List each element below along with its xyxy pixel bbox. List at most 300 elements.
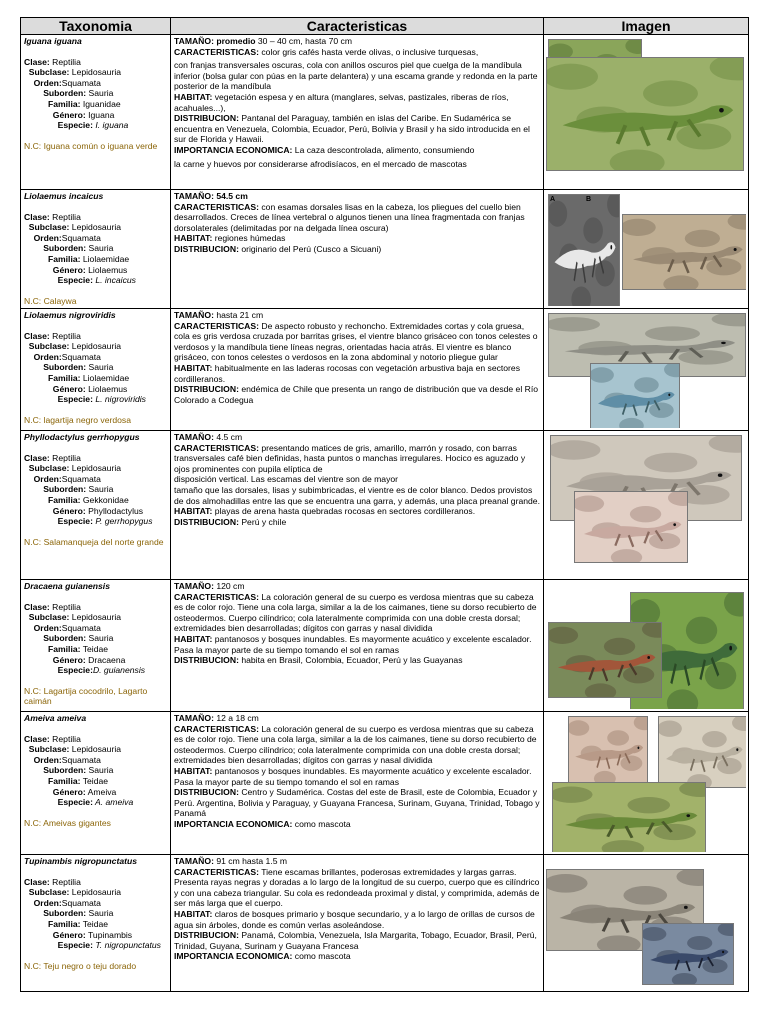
taxonomy-value: Liolaemidae [80,253,130,264]
taxonomy-value: Sauria [86,765,114,776]
description-paragraph [174,363,540,384]
taxonomy-label: Suborden: [43,362,87,373]
description-text: 91 cm hasta 1.5 m [213,856,288,866]
taxonomy-label: Suborden: [43,633,87,644]
taxonomy-value: Lepidosauria [69,341,122,352]
taxonomy-label: Suborden: [43,484,87,495]
taxonomy-label: Subclase: [28,222,70,233]
taxonomy-line [24,797,167,808]
description-key: TAMAÑO: [174,432,214,442]
description-text: claros de bosques primario y bosque secundario, y a lo largo de orillas de cursos de agua sin árboles, donde es común verlas asoleándose. [174,908,535,930]
taxonomy-value: Sauria [86,88,114,99]
taxonomy-line [24,99,167,110]
description-key: HABITAT: [174,362,213,373]
description-key: CARACTERISTICAS: [174,591,259,602]
description-cell [171,431,544,580]
taxonomy-label: Género: [52,654,86,665]
common-name: N.C: Ameivas gigantes [24,817,111,828]
description-paragraph [174,819,540,830]
taxonomy-value: Reptilia [49,733,81,744]
description-key: IMPORTANCIA ECONOMICA: [174,144,293,155]
taxonomy-value: Squamata [61,897,101,908]
description-key: CARACTERISTICAS: [174,723,259,734]
taxonomy-value: L. nigroviridis [92,394,146,405]
description-key: CARACTERISTICAS: [174,866,259,877]
description-key: DISTRIBUCION: [174,113,239,124]
taxonomy-label: Suborden: [43,88,87,99]
taxonomy-label: Especie: [57,516,93,527]
description-paragraph [174,485,540,506]
description-text: Pantanal del Paraguay, también en islas del Caribe. En Sudamérica se encuentra en Venezuela, Colombia, Ecuador, Perú, Bolivia y Brasil y ha sido introducida en el sur de Florida y Hawaii. [174,113,530,145]
description-text: 120 cm [213,581,245,591]
taxonomy-line [24,212,167,223]
species-row [21,190,749,309]
taxonomy-value: Reptilia [49,211,81,222]
taxonomy-value: Sauria [86,243,114,254]
taxonomy-label: Familia: [48,372,81,383]
reptile-table [20,17,749,992]
taxonomy-value: Reptilia [49,876,81,887]
taxonomy-line [24,110,167,121]
taxonomy-line [24,265,167,276]
description-text: originario del Perú (Cusco a Sicuani) [238,243,382,254]
description-paragraph [174,60,540,92]
description-paragraph [174,92,540,113]
taxonomy-value: Liolaemus [85,264,128,275]
description-cell [171,190,544,309]
description-text: presentando matices de gris, amarillo, marrón y rosado, con barras transversales café bien definidas, hasta puntos o manchas irregulares. Hocico es aguzado y ojos prominentes con pupila elíptica de [174,442,526,474]
taxonomy-value: Reptilia [49,56,81,67]
figure-label: B [586,196,592,203]
taxonomy-line [24,633,167,644]
description-text: Centro y Sudamérica. Costas del este de Brasil, este de Colombia, Ecuador y Perú. Argentina, Bolivia y Paraguay, y Guayana Francesa, Surinam, Guyana, Trinidad, Tobago y Panamá [174,787,540,819]
description-key: DISTRIBUCION: [174,655,239,666]
image-cell [544,580,749,712]
description-cell [171,35,544,190]
taxonomy-value: Teidae [80,775,109,786]
lizard-photo [546,57,744,171]
taxonomy-value: Sauria [86,484,114,495]
description-paragraph [174,909,540,930]
description-key: HABITAT: [174,506,213,517]
taxonomy-label: Orden: [33,897,62,908]
description-text: Perú y chile [238,516,287,527]
taxonomy-line [24,623,167,634]
taxonomy-value: Iguanidae [80,98,121,109]
taxonomy-label: Subclase: [28,744,70,755]
taxonomy-line [24,233,167,244]
description-key: HABITAT: [174,91,213,102]
taxonomy-value: P. gerrhopygus [92,516,153,527]
taxonomy-value: Lepidosauria [69,463,122,474]
taxonomy-line [24,898,167,909]
description-text: tamaño que las dorsales, lisas y subimbricadas, el vientre es de color blanco. Dedos provistos de dos almohadillas entre las que se encuentra una garra, y además, una placa preanal grande. [174,484,540,506]
taxonomy-value: Ameiva [85,786,117,797]
description-text: como mascota [292,951,351,962]
species-name: Tupinambis nigropunctatus [24,856,137,866]
taxonomy-line [24,394,167,405]
common-name: N.C: Lagartija cocodrilo, Lagarto caimán [24,685,148,707]
taxonomy-cell [21,190,171,309]
taxonomy-line [24,877,167,888]
header-row [21,18,749,35]
header-caracteristicas: Caracteristicas [171,18,544,35]
lizard-photo [574,491,688,563]
description-paragraph [174,191,540,202]
taxonomy-value: D. guianensis [92,665,146,676]
taxonomy-label: Especie: [57,797,93,808]
description-paragraph [174,36,540,47]
species-row [21,431,749,580]
taxonomy-label: Orden: [33,77,62,88]
lizard-photo [548,194,620,306]
description-cell [171,309,544,431]
taxonomy-value: Tupinambis [85,929,133,940]
taxonomy-label: Orden: [33,754,62,765]
common-name: N.C: Salamanqueja del norte grande [24,536,164,547]
description-text: 30 – 40 cm, hasta 70 cm [255,36,352,46]
description-text: con esamas dorsales lisas en la cabeza, los pliegues del cuello bien desarrollados. Creces de línea vertebral o algunos tienen una línea fragmentada con franjas dorsolaterales (delimitadas por na delgada línea oscura) [174,201,525,233]
taxonomy-line [24,506,167,517]
image-cell [544,309,749,431]
taxonomy-label: Especie: [57,275,93,286]
description-cell [171,580,544,712]
taxonomy-line [24,765,167,776]
taxonomy-value: A. ameiva [92,797,134,808]
description-paragraph [174,724,540,766]
page [20,17,748,992]
common-name: N.C: Teju negro o teju dorado [24,960,137,971]
description-text: regiones húmedas [212,233,286,244]
taxonomy-label: Clase: [24,733,50,744]
taxonomy-label: Género: [52,383,86,394]
taxonomy-label: Subclase: [28,887,70,898]
description-text: hasta 21 cm [213,310,264,320]
description-paragraph [174,713,540,724]
description-paragraph [174,474,540,485]
description-key: TAMAÑO: [174,581,214,591]
lizard-photo [568,716,648,784]
description-text: 4.5 cm [213,432,243,442]
taxonomy-line [24,362,167,373]
description-paragraph [174,930,540,951]
taxonomy-value: Squamata [61,351,101,362]
common-name: N.C: Calaywa [24,295,77,306]
taxonomy-line [24,88,167,99]
taxonomy-line [24,57,167,68]
taxonomy-label: Orden: [33,622,62,633]
description-text: vegetación espesa y en altura (manglares, selvas, pastizales, riberas de ríos, acahuales...), [174,91,509,113]
taxonomy-label: Suborden: [43,243,87,254]
image-cell [544,190,749,309]
taxonomy-label: Familia: [48,918,81,929]
taxonomy-label: Género: [52,109,86,120]
taxonomy-line [24,78,167,89]
description-paragraph [174,321,540,363]
description-key: TAMAÑO: [174,310,214,320]
taxonomy-cell [21,712,171,855]
taxonomy-label: Género: [52,929,86,940]
taxonomy-line [24,463,167,474]
taxonomy-value: Iguana [85,109,115,120]
taxonomy-value: Gekkonidae [80,494,129,505]
taxonomy-value: Sauria [86,362,114,373]
description-key: DISTRIBUCION: [174,384,239,395]
species-row [21,855,749,992]
species-name: Ameiva ameiva [24,713,87,723]
description-paragraph [174,310,540,321]
description-key: HABITAT: [174,233,213,244]
description-key: CARACTERISTICAS: [174,46,259,57]
description-text: 12 a 18 cm [213,713,259,723]
taxonomy-cell [21,35,171,190]
taxonomy-value: Lepidosauria [69,222,122,233]
taxonomy-line [24,516,167,527]
taxonomy-line [24,644,167,655]
description-text: De aspecto robusto y rechoncho. Extremidades cortas y cola gruesa, cola es gris verdosa cruzada por barritas grises, el vientre blanco grisáceo con tonos celestes o verdosos y la mandíbula tiene líneas negras, orientadas hacia atrás. El vientre es blanco grisáceo, con tonos celestes o verdosos en la zona abdominal y notorio pliegue gular [174,320,538,363]
taxonomy-line [24,755,167,766]
taxonomy-label: Clase: [24,452,50,463]
description-key: TAMAÑO: 54.5 cm [174,191,248,201]
taxonomy-label: Clase: [24,876,50,887]
description-paragraph [174,634,540,655]
taxonomy-label: Orden: [33,473,62,484]
taxonomy-label: Familia: [48,775,81,786]
taxonomy-label: Género: [52,264,86,275]
taxonomy-value: Sauria [86,908,114,919]
taxonomy-line [24,919,167,930]
taxonomy-line [24,655,167,666]
description-text: La coloración general de su cuerpo es verdosa mientras que su cabeza es de color rojo. Tiene una cola larga, similar a la de los caimanes, tiene su dorso recubierto de osteodermos. Cuerpo cilíndrico; cola lateralmente comprimida con una doble cresta dorsal; extremidades bien desarrolladas; dígitos con garras y nasal dividida [174,723,537,766]
taxonomy-value: Lepidosauria [69,612,122,623]
description-text: pantanosos y bosques inundables. Es mayormente acuático y excelente escalador. Pasa la mayor parte de su tiempo tomando el sol en ramas [174,633,532,655]
description-paragraph [174,856,540,867]
description-text: Panamá, Colombia, Venezuela, Isla Margarita, Tobago, Ecuador, Brasil, Perú, Trinidad, Guyana, Surinam y Guayana Francesa [174,930,537,951]
header-imagen: Imagen [544,18,749,35]
taxonomy-line [24,484,167,495]
description-paragraph [174,113,540,145]
image-cell [544,855,749,992]
description-key: IMPORTANCIA ECONOMICA: [174,951,293,962]
description-key: CARACTERISTICAS: [174,201,259,212]
description-text: como mascota [292,818,351,829]
taxonomy-line [24,602,167,613]
description-paragraph [174,159,540,170]
description-paragraph [174,655,540,666]
taxonomy-cell [21,580,171,712]
taxonomy-value: Teidae [80,918,109,929]
description-paragraph [174,592,540,634]
taxonomy-line [24,930,167,941]
lizard-photo [642,923,734,985]
description-paragraph [174,506,540,517]
description-key: HABITAT: [174,633,213,644]
description-text: disposición vertical. Las escamas del vientre son de mayor [174,474,399,485]
description-text: Tiene escamas brillantes, poderosas extremidades y largas garras. Presenta rayas negras y doradas a lo largo de la longitud de su cuerpo, cuerpo que es cilíndrico y con una cabeza triangular. Su cola es redondeada proximal y distal, y comprimida, además de ser más larga que el cuerpo. [174,866,540,909]
taxonomy-line [24,120,167,131]
description-text: color gris cafés hasta verde olivas, o inclusive turquesas, [258,46,479,57]
description-paragraph [174,145,540,156]
species-row [21,580,749,712]
taxonomy-label: Suborden: [43,908,87,919]
taxonomy-line [24,341,167,352]
description-text: pantanosos y bosques inundables. Es mayormente acuático y excelente escalador. Pasa la mayor parte de su tiempo tomando el sol en ramas [174,765,532,787]
description-key: CARACTERISTICAS: [174,442,259,453]
taxonomy-label: Subclase: [28,67,70,78]
taxonomy-line [24,887,167,898]
taxonomy-value: Lepidosauria [69,67,122,78]
description-key: HABITAT: [174,908,213,919]
taxonomy-value: Squamata [61,473,101,484]
species-name: Liolaemus incaicus [24,191,104,201]
taxonomy-value: Reptilia [49,330,81,341]
taxonomy-value: Lepidosauria [69,887,122,898]
description-paragraph [174,244,540,255]
taxonomy-line [24,453,167,464]
species-name: Iguana iguana [24,36,82,46]
taxonomy-line [24,352,167,363]
description-key: DISTRIBUCION: [174,243,239,254]
description-paragraph [174,581,540,592]
description-key: DISTRIBUCION: [174,516,239,527]
taxonomy-value: Squamata [61,754,101,765]
description-paragraph [174,47,540,58]
description-text: playas de arena hasta quebradas rocosas en sectores cordilleranos. [212,506,476,517]
taxonomy-cell [21,855,171,992]
taxonomy-cell [21,431,171,580]
taxonomy-label: Clase: [24,56,50,67]
description-text: con franjas transversales oscuras, cola con anillos oscuros piel que cuelga de la mandíbula inferior (bolsa gular con púas en la parte delantera) y una escama grande y redonda en la parte posterior de la mandíbula [174,60,538,92]
taxonomy-label: Suborden: [43,765,87,776]
taxonomy-line [24,940,167,951]
taxonomy-value: Lepidosauria [69,744,122,755]
taxonomy-line [24,243,167,254]
description-text: endémica de Chile que presenta un rango de distribución que va desde el Río Colorado a Codegua [174,384,539,405]
figure-label: A [550,196,556,203]
taxonomy-line [24,908,167,919]
lizard-photo [622,214,746,290]
taxonomy-label: Clase: [24,601,50,612]
taxonomy-value: Reptilia [49,601,81,612]
taxonomy-value: Liolaemus [85,383,128,394]
taxonomy-label: Familia: [48,98,81,109]
taxonomy-value: Squamata [61,77,101,88]
taxonomy-label: Familia: [48,494,81,505]
taxonomy-line [24,67,167,78]
taxonomy-cell [21,309,171,431]
species-row [21,712,749,855]
taxonomy-value: Squamata [61,232,101,243]
description-key: DISTRIBUCION: [174,787,239,798]
description-key: TAMAÑO: [174,856,214,866]
taxonomy-line [24,734,167,745]
description-cell [171,712,544,855]
taxonomy-value: Teidae [80,643,109,654]
lizard-photo [658,716,746,788]
taxonomy-value: T. nigropunctatus [92,940,161,951]
taxonomy-label: Especie: [57,394,93,405]
taxonomy-line [24,787,167,798]
taxonomy-label: Especie: [57,940,93,951]
description-paragraph [174,432,540,443]
image-cell [544,35,749,190]
taxonomy-line [24,384,167,395]
taxonomy-value: Sauria [86,633,114,644]
taxonomy-line [24,495,167,506]
description-key: TAMAÑO: promedio [174,36,256,46]
description-paragraph [174,384,540,405]
description-key: DISTRIBUCION: [174,930,239,941]
taxonomy-line [24,254,167,265]
taxonomy-line [24,612,167,623]
taxonomy-line [24,665,167,676]
description-paragraph [174,766,540,787]
description-paragraph [174,951,540,962]
taxonomy-line [24,474,167,485]
taxonomy-label: Clase: [24,330,50,341]
taxonomy-line [24,373,167,384]
taxonomy-label: Orden: [33,232,62,243]
species-name: Dracaena guianensis [24,581,110,591]
taxonomy-value: Liolaemidae [80,372,130,383]
taxonomy-label: Género: [52,786,86,797]
taxonomy-label: Subclase: [28,612,70,623]
description-paragraph [174,517,540,528]
taxonomy-label: Clase: [24,211,50,222]
species-row [21,309,749,431]
taxonomy-value: Dracaena [85,654,126,665]
taxonomy-label: Familia: [48,253,81,264]
description-key: TAMAÑO: [174,713,214,723]
taxonomy-line [24,222,167,233]
taxonomy-label: Especie: [57,120,93,131]
taxonomy-value: I. iguana [92,120,129,131]
description-paragraph [174,233,540,244]
species-name: Phyllodactylus gerrhopygus [24,432,140,442]
image-cell [544,431,749,580]
taxonomy-label: Subclase: [28,341,70,352]
lizard-photo [590,363,680,428]
taxonomy-value: Squamata [61,622,101,633]
species-row [21,35,749,190]
description-cell [171,855,544,992]
taxonomy-value: L. incaicus [92,275,136,286]
common-name: N.C: Iguana común o iguana verde [24,140,158,151]
description-text: habita en Brasil, Colombia, Ecuador, Perú y las Guayanas [238,655,463,666]
taxonomy-label: Género: [52,505,86,516]
description-key: CARACTERISTICAS: [174,320,259,331]
taxonomy-value: Reptilia [49,452,81,463]
taxonomy-line [24,331,167,342]
header-taxonomia: Taxonomia [21,18,171,35]
common-name: N.C: lagartija negro verdosa [24,414,131,425]
taxonomy-value: Phyllodactylus [85,505,144,516]
description-text: habitualmente en las laderas rocosas con vegetación arbustiva baja en sectores cordilleranos. [174,362,520,384]
taxonomy-label: Especie: [57,665,93,676]
lizard-photo [552,782,706,852]
description-text: La coloración general de su cuerpo es verdosa mientras que su cabeza es de color rojo. Tiene una cola larga, similar a la de los caimanes, tiene su dorso recubierto de osteodermos. Cuerpo cilíndrico; cola lateralmente comprimida con una doble cresta dorsal; extremidades bien desarrolladas; dígitos con garras y nasal dividida [174,591,537,634]
taxonomy-line [24,275,167,286]
lizard-photo [548,622,662,698]
description-key: IMPORTANCIA ECONOMICA: [174,818,293,829]
description-key: HABITAT: [174,765,213,776]
description-paragraph [174,867,540,909]
description-paragraph [174,787,540,819]
description-text: La caza descontrolada, alimento, consumiendo [292,144,475,155]
description-text: la carne y huevos por considerarse afrodisíacos, en el mercado de mascotas [174,158,467,169]
species-name: Liolaemus nigroviridis [24,310,116,320]
description-paragraph [174,202,540,234]
